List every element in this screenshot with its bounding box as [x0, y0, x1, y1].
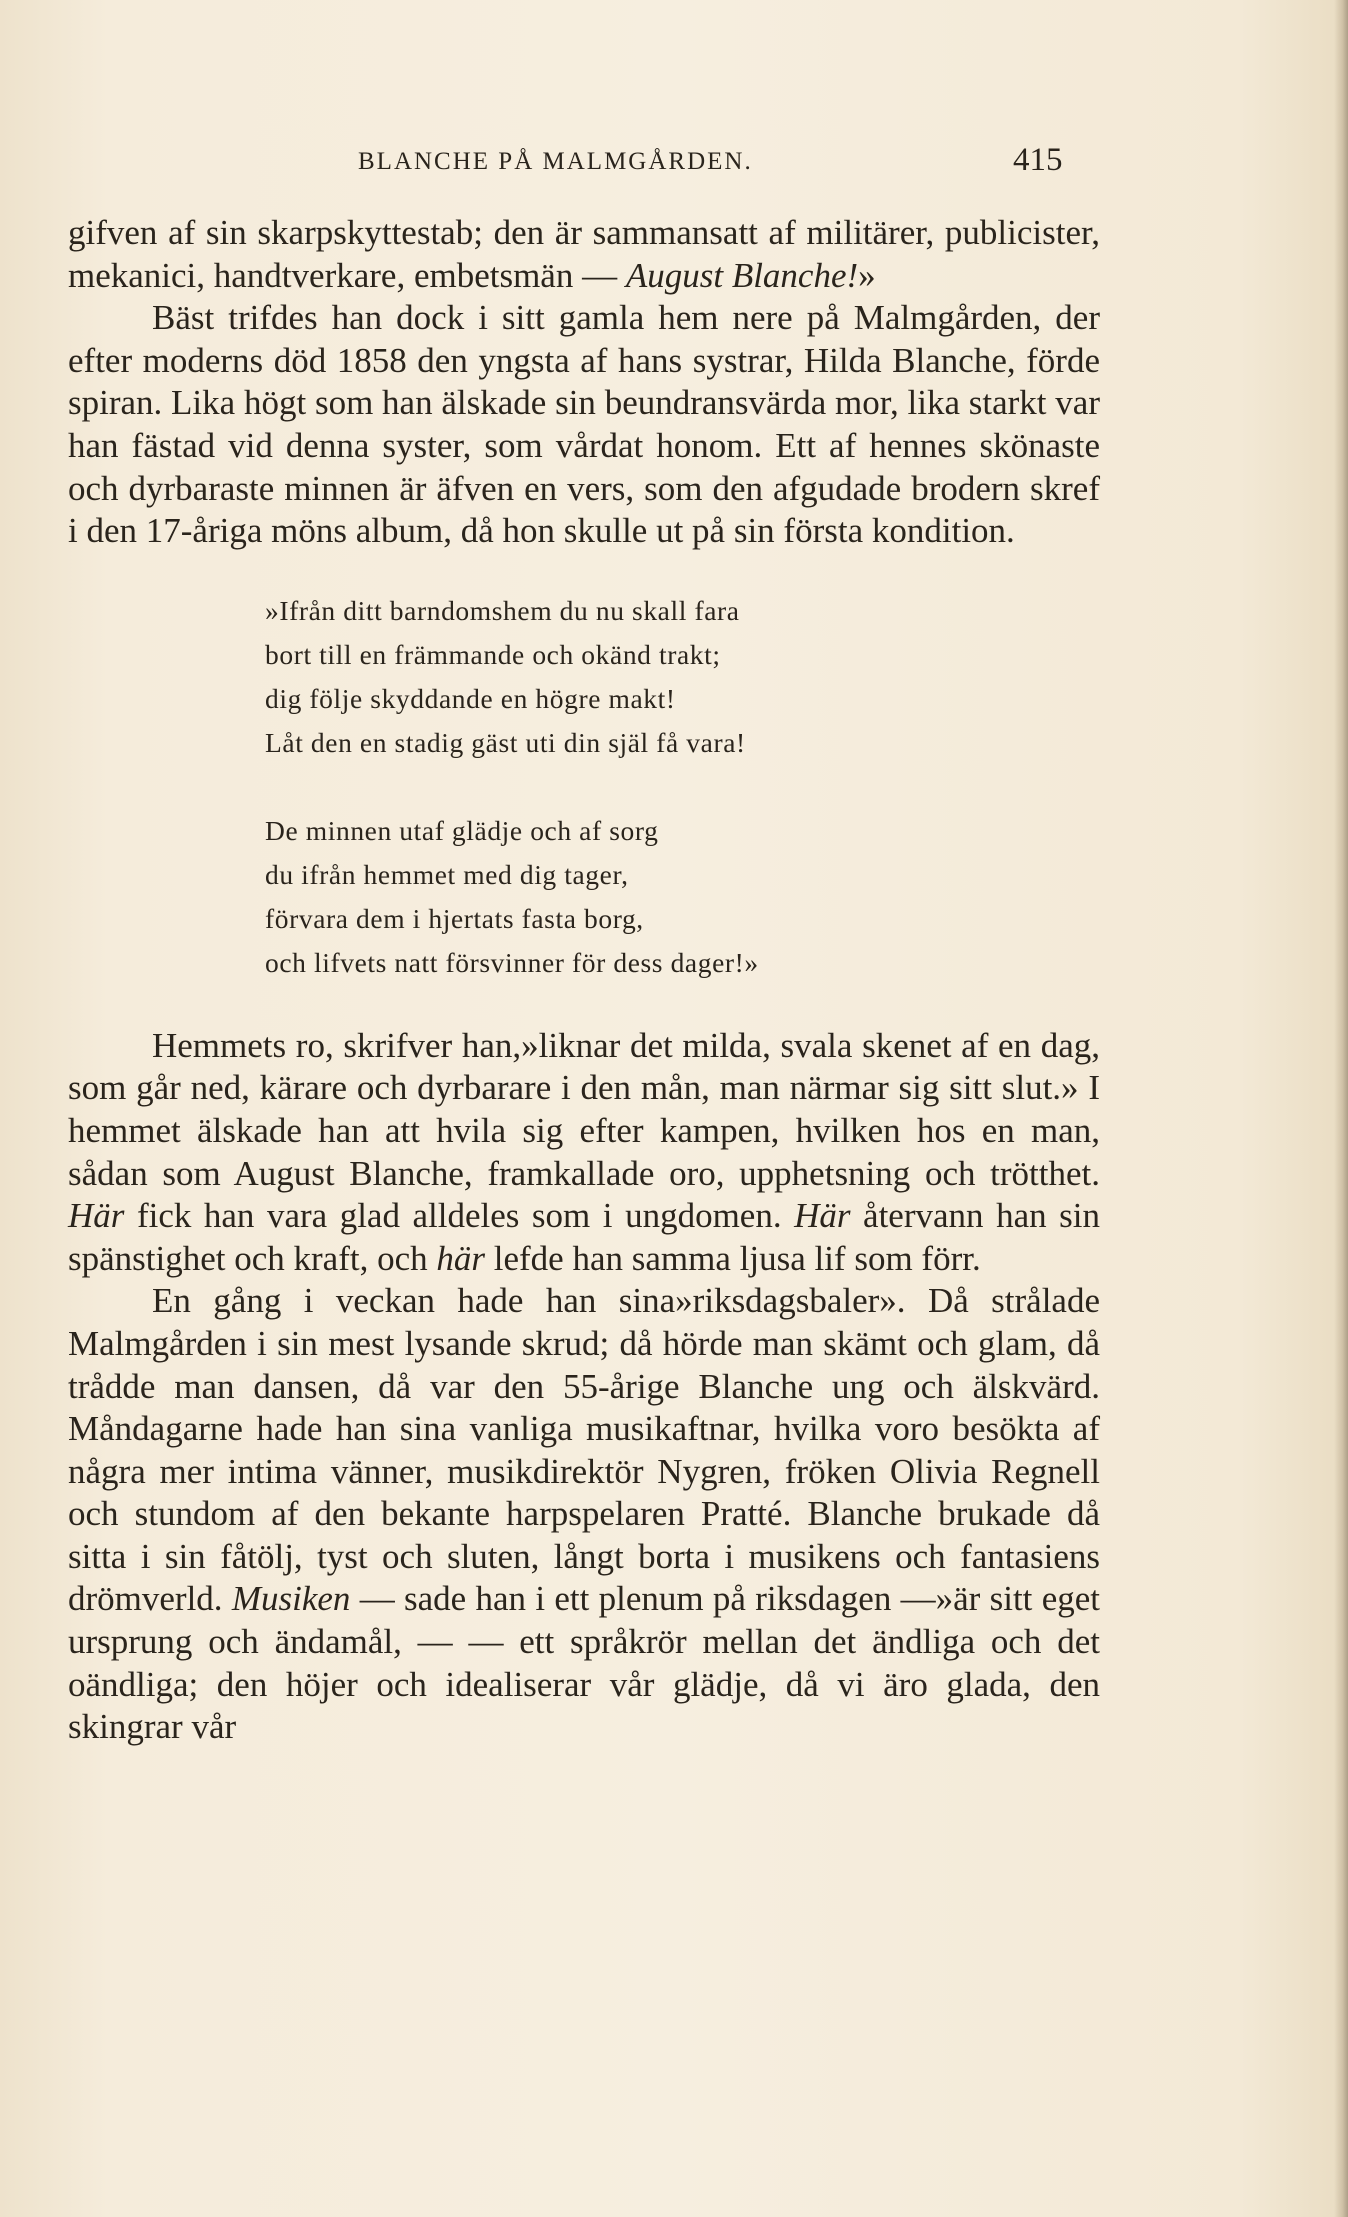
paragraph-1-text: gifven af sin skarpskyttestab; den är sammansatt af militärer, publicister, mekanici, handtverkare, embetsmän — [68, 213, 1100, 295]
page-header [68, 142, 1068, 186]
page-number: 415 [1013, 142, 1063, 178]
paragraph-4-text-a: En gång i veckan hade han sina»riksdagsbaler». Då strålade Malmgården i sin mest lysande skrud; då hörde man skämt och glam, då trådde man dansen, då var den 55-årige Blanche ung och älskvärd. Måndagarne hade han sina vanliga musikaftnar, hvilka voro besökta af några mer intima vänner, musikdirektör Nygren, fröken Olivia Regnell och stundom af den bekante harpspelaren Pratté. Blanche brukade då sitta i sin fåtölj, tyst och sluten, långt borta i musikens och fantasiens drömverld. [68, 1281, 1100, 1619]
poem-line: bort till en främmande och okänd trakt; [265, 638, 721, 670]
page-edge-shadow [1334, 0, 1348, 2217]
poem-line: De minnen utaf glädje och af sorg [265, 814, 659, 846]
paragraph-4 [68, 1280, 1100, 1749]
poem-line: du ifrån hemmet med dig tager, [265, 858, 629, 890]
paragraph-3-text-a: Hemmets ro, skrifver han,»liknar det milda, svala skenet af en dag, som går ned, kärare och dyrbarare i den mån, man närmar sig sitt slut.» I hemmet älskade han att hvila sig efter kampen, hvilken hos en man, sådan som August Blanche, framkallade oro, upphetsning och trötthet. [68, 1025, 1100, 1193]
poem-line: Låt den en stadig gäst uti din själ få vara! [265, 726, 746, 758]
poem-line: förvara dem i hjertats fasta borg, [265, 902, 644, 934]
paragraph-3-italic-1: Här [68, 1196, 125, 1236]
poem-line: och lifvets natt försvinner för dess dager!» [265, 946, 759, 978]
paragraph-3-italic-3: här [436, 1238, 485, 1278]
paragraph-2: Bäst trifdes han dock i sitt gamla hem nere på Malmgården, der efter moderns död 1858 den yngsta af hans systrar, Hilda Blanche, förde spiran. Lika högt som han älskade sin beundransvärda mor, lika starkt var han fästad vid denna syster, som vårdat honom. Ett af hennes skönaste och dyrbaraste minnen är äfven en vers, som den afgudade brodern skref i den 17-åriga möns album, då hon skulle ut på sin första kondition. [68, 298, 1100, 551]
paragraph-1-italic-name: August Blanche! [625, 255, 859, 295]
paragraph-4-text-c: — sade han i ett plenum på riksdagen —»är sitt eget ursprung och ändamål, — — ett språkrör mellan det ändliga och det oändliga; den höjer och idealiserar vår glädje, då vi äro glada, den skingrar vår [68, 1579, 1100, 1747]
paragraph-3-italic-2: Här [794, 1196, 851, 1236]
poem-line: dig följe skyddande en högre makt! [265, 682, 676, 714]
paragraph-1-closing-quote: » [858, 255, 876, 295]
poem [265, 589, 1100, 985]
body-text [68, 212, 1100, 1749]
paragraph-3 [68, 1025, 1100, 1281]
poem-line: »Ifrån ditt barndomshem du nu skall fara [265, 594, 740, 626]
paragraph-3-text-e: återvann han sin spänstighet och kraft, och [68, 1196, 1100, 1278]
paragraph-3-text-c: fick han vara glad alldeles som i ungdomen. [124, 1196, 795, 1236]
paragraph-1 [68, 212, 1100, 297]
poem-stanza-2 [265, 809, 1100, 985]
running-title: BLANCHE PÅ MALMGÅRDEN. [358, 148, 753, 175]
paragraph-4-italic-word: Musiken [231, 1579, 351, 1619]
poem-stanza-1 [265, 589, 1100, 765]
paragraph-3-text-g: lefde han samma ljusa lif som förr. [485, 1238, 981, 1278]
